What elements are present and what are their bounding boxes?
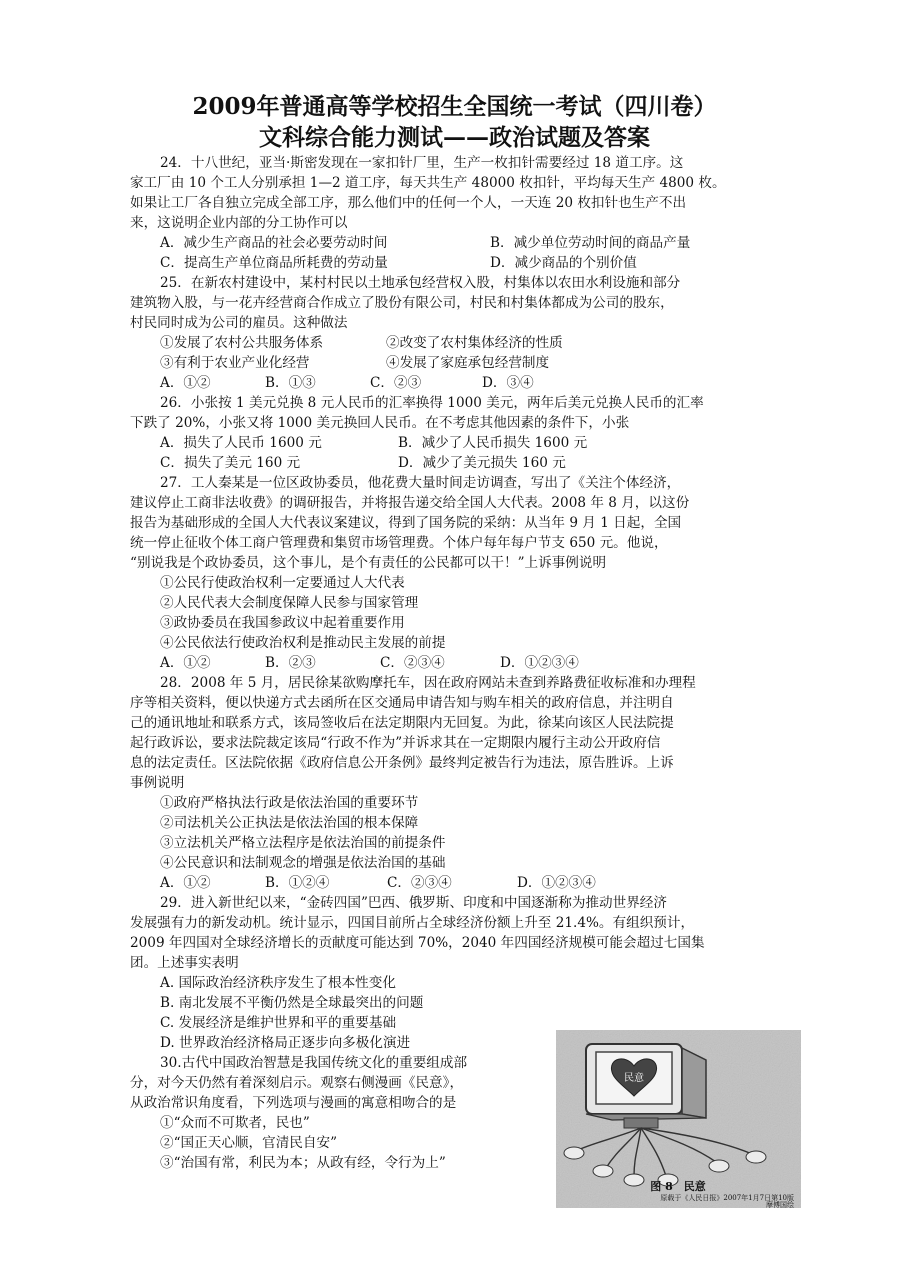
- question-text-line: 建筑物入股，与一花卉经营商合作成立了股份有限公司，村民和村集体都成为公司的股东，: [130, 295, 674, 311]
- cartoon-figure: [556, 1030, 801, 1208]
- question-text-line: 团。上述事实表明: [130, 955, 239, 971]
- question-text-line: 下跌了 20%，小张又将 1000 美元换回人民币。在不考虑其他因素的条件下，小张: [130, 415, 630, 431]
- question-text-line: 发展强有力的新发动机。统计显示，四国目前所占全球经济份额上升至 21.4%。有组织预计，: [130, 915, 695, 931]
- statement-line: D. 世界政治经济格局正逐步向多极化演进: [160, 1035, 411, 1051]
- answer-options-row: [130, 253, 785, 273]
- answer-option: ③有利于农业产业化经营: [160, 355, 310, 371]
- answer-option: C．提高生产单位商品所耗费的劳动量: [160, 255, 388, 271]
- answer-option: D．①②③④: [500, 655, 579, 671]
- question-text-line: 序等相关资料，便以快递方式去函所在区交通局申请告知与购车相关的政府信息，并注明自: [130, 695, 674, 711]
- monitor-icon: [586, 1044, 706, 1128]
- answer-option: A．①②: [160, 875, 211, 891]
- answer-options-row: [130, 353, 785, 373]
- answer-option: ④发展了家庭承包经营制度: [386, 355, 550, 371]
- statement-line: ④公民意识和法制观念的增强是依法治国的基础: [160, 855, 446, 871]
- question-text-line: 来，这说明企业内部的分工协作可以: [130, 215, 348, 231]
- question-stem-line: 28．2008 年 5 月，居民徐某欲购摩托车，因在政府网站未查到养路费征收标准和办理程: [160, 675, 696, 691]
- answer-option: B．减少单位劳动时间的商品产量: [490, 235, 691, 251]
- answer-option: D．减少商品的个别价值: [490, 255, 637, 271]
- answer-options-row: [130, 433, 785, 453]
- question-text-line: 2009 年四国对全球经济增长的贡献度可能达到 70%，2040 年四国经济规模可能会超过七国集: [130, 935, 705, 951]
- answer-option: D．③④: [482, 375, 534, 391]
- question-text-line: 息的法定责任。区法院依据《政府信息公开条例》最终判定被告行为违法，原告胜诉。上诉: [130, 755, 674, 771]
- cartoon-illustration: [556, 1030, 801, 1208]
- question-text-line: 从政治常识角度看，下列选项与漫画的寓意相吻合的是: [130, 1095, 457, 1111]
- figure-source-line2: 摩傅国绘: [766, 1201, 794, 1208]
- question-text-line: 家工厂由 10 个工人分别承担 1—2 道工序，每天共生产 48000 枚扣针，平均每天生产 4800 枚。: [130, 175, 726, 191]
- question-text-line: 己的通讯地址和联系方式，该局签收后在法定期限内无回复。为此，徐某向该区人民法院提: [130, 715, 674, 731]
- heart-label: 民意: [624, 1073, 644, 1084]
- answer-option: A．①②: [160, 375, 211, 391]
- statement-line: C. 发展经济是维护世界和平的重要基础: [160, 1015, 397, 1031]
- answer-option: C．损失了美元 160 元: [160, 455, 301, 471]
- figure-source-line1: 原载于《人民日报》2007年1月7日第10版: [660, 1194, 794, 1202]
- figure-caption: 图 8 民意: [650, 1180, 706, 1193]
- question-text-line: 分，对今天仍然有着深刻启示。观察右侧漫画《民意》，: [130, 1075, 464, 1091]
- question-text-line: 村民同时成为公司的雇员。这种做法: [130, 315, 348, 331]
- answer-option: D．减少了美元损失 160 元: [398, 455, 566, 471]
- question-text-line: 建议停止工商非法收费》的调研报告，并将报告递交给全国人大代表。2008 年 8 月，以这份: [130, 495, 690, 511]
- statement-line: ②司法机关公正执法是依法治国的根本保障: [160, 815, 419, 831]
- question-text-line: “别说我是个政协委员，这个事儿，是个有责任的公民都可以干！”上诉事例说明: [130, 555, 607, 571]
- answer-option: B．①③: [265, 375, 316, 391]
- statement-line: ③“治国有常，利民为本；从政有经，令行为上”: [160, 1155, 446, 1171]
- statement-line: ①公民行使政治权利一定要通过人大代表: [160, 575, 405, 591]
- question-text-line: 起行政诉讼，要求法院裁定该局“行政不作为”并诉求其在一定期限内履行主动公开政府信: [130, 735, 661, 751]
- question-text-line: 事例说明: [130, 775, 185, 791]
- question-body: [130, 153, 785, 1173]
- answer-option: C．②③④: [380, 655, 445, 671]
- statement-line: A. 国际政治经济秩序发生了根本性变化: [160, 975, 396, 991]
- statement-line: ①“众而不可欺者，民也”: [160, 1115, 310, 1131]
- answer-option: C．②③④: [387, 875, 452, 891]
- answer-option: A．①②: [160, 655, 211, 671]
- statement-line: ①政府严格执法行政是依法治国的重要环节: [160, 795, 419, 811]
- answer-option: B．①②④: [265, 875, 330, 891]
- question-stem-line: 30.古代中国政治智慧是我国传统文化的重要组成部: [160, 1055, 468, 1071]
- document-title-line2: 文科综合能力测试——政治试题及答案: [259, 124, 650, 151]
- answer-options-row: [130, 873, 785, 893]
- answer-option: ①发展了农村公共服务体系: [160, 335, 324, 351]
- question-text-line: 如果让工厂各自独立完成全部工序，那么他们中的任何一个人，一天连 20 枚扣针也生产不出: [130, 195, 687, 211]
- answer-options-row: [130, 233, 785, 253]
- answer-options-row: [130, 653, 785, 673]
- answer-option: C．②③: [370, 375, 422, 391]
- statement-line: ②人民代表大会制度保障人民参与国家管理: [160, 595, 419, 611]
- answer-option: A．损失了人民币 1600 元: [160, 435, 322, 451]
- answer-options-row: [130, 373, 785, 393]
- answer-options-row: [130, 453, 785, 473]
- question-stem-line: 29．进入新世纪以来，“金砖四国”巴西、俄罗斯、印度和中国逐渐称为推动世界经济: [160, 895, 667, 911]
- question-text-line: 统一停止征收个体工商户管理费和集贸市场管理费。个体户每年每户节支 650 元。他说，: [130, 535, 668, 551]
- statement-line: ③政协委员在我国参政议中起着重要作用: [160, 615, 405, 631]
- answer-options-row: [130, 333, 785, 353]
- answer-option: B．②③: [265, 655, 316, 671]
- answer-option: ②改变了农村集体经济的性质: [386, 335, 563, 351]
- statement-line: B. 南北发展不平衡仍然是全球最突出的问题: [160, 995, 424, 1011]
- question-stem-line: 26．小张按 1 美元兑换 8 元人民币的汇率换得 1000 美元，两年后美元兑换人民币的汇率: [160, 395, 704, 411]
- statement-line: ④公民依法行使政治权利是推动民主发展的前提: [160, 635, 446, 651]
- answer-option: B．减少了人民币损失 1600 元: [398, 435, 588, 451]
- statement-line: ②“国正天心顺，官清民自安”: [160, 1135, 338, 1151]
- statement-line: ③立法机关严格立法程序是依法治国的前提条件: [160, 835, 446, 851]
- question-stem-line: 27．工人秦某是一位区政协委员，他花费大量时间走访调查，写出了《关注个体经济，: [160, 475, 681, 491]
- answer-option: A．减少生产商品的社会必要劳动时间: [160, 235, 388, 251]
- question-stem-line: 25．在新农村建设中，某村村民以土地承包经营权入股，村集体以农田水利设施和部分: [160, 275, 681, 291]
- document-title-line1: 2009年普通高等学校招生全国统一考试（四川卷）: [192, 93, 717, 120]
- question-stem-line: 24．十八世纪，亚当·斯密发现在一家扣针厂里，生产一枚扣针需要经过 18 道工序。这: [160, 155, 684, 171]
- answer-option: D．①②③④: [517, 875, 596, 891]
- question-text-line: 报告为基础形成的全国人大代表议案建议，得到了国务院的采纳：从当年 9 月 1 日起，全国: [130, 515, 682, 531]
